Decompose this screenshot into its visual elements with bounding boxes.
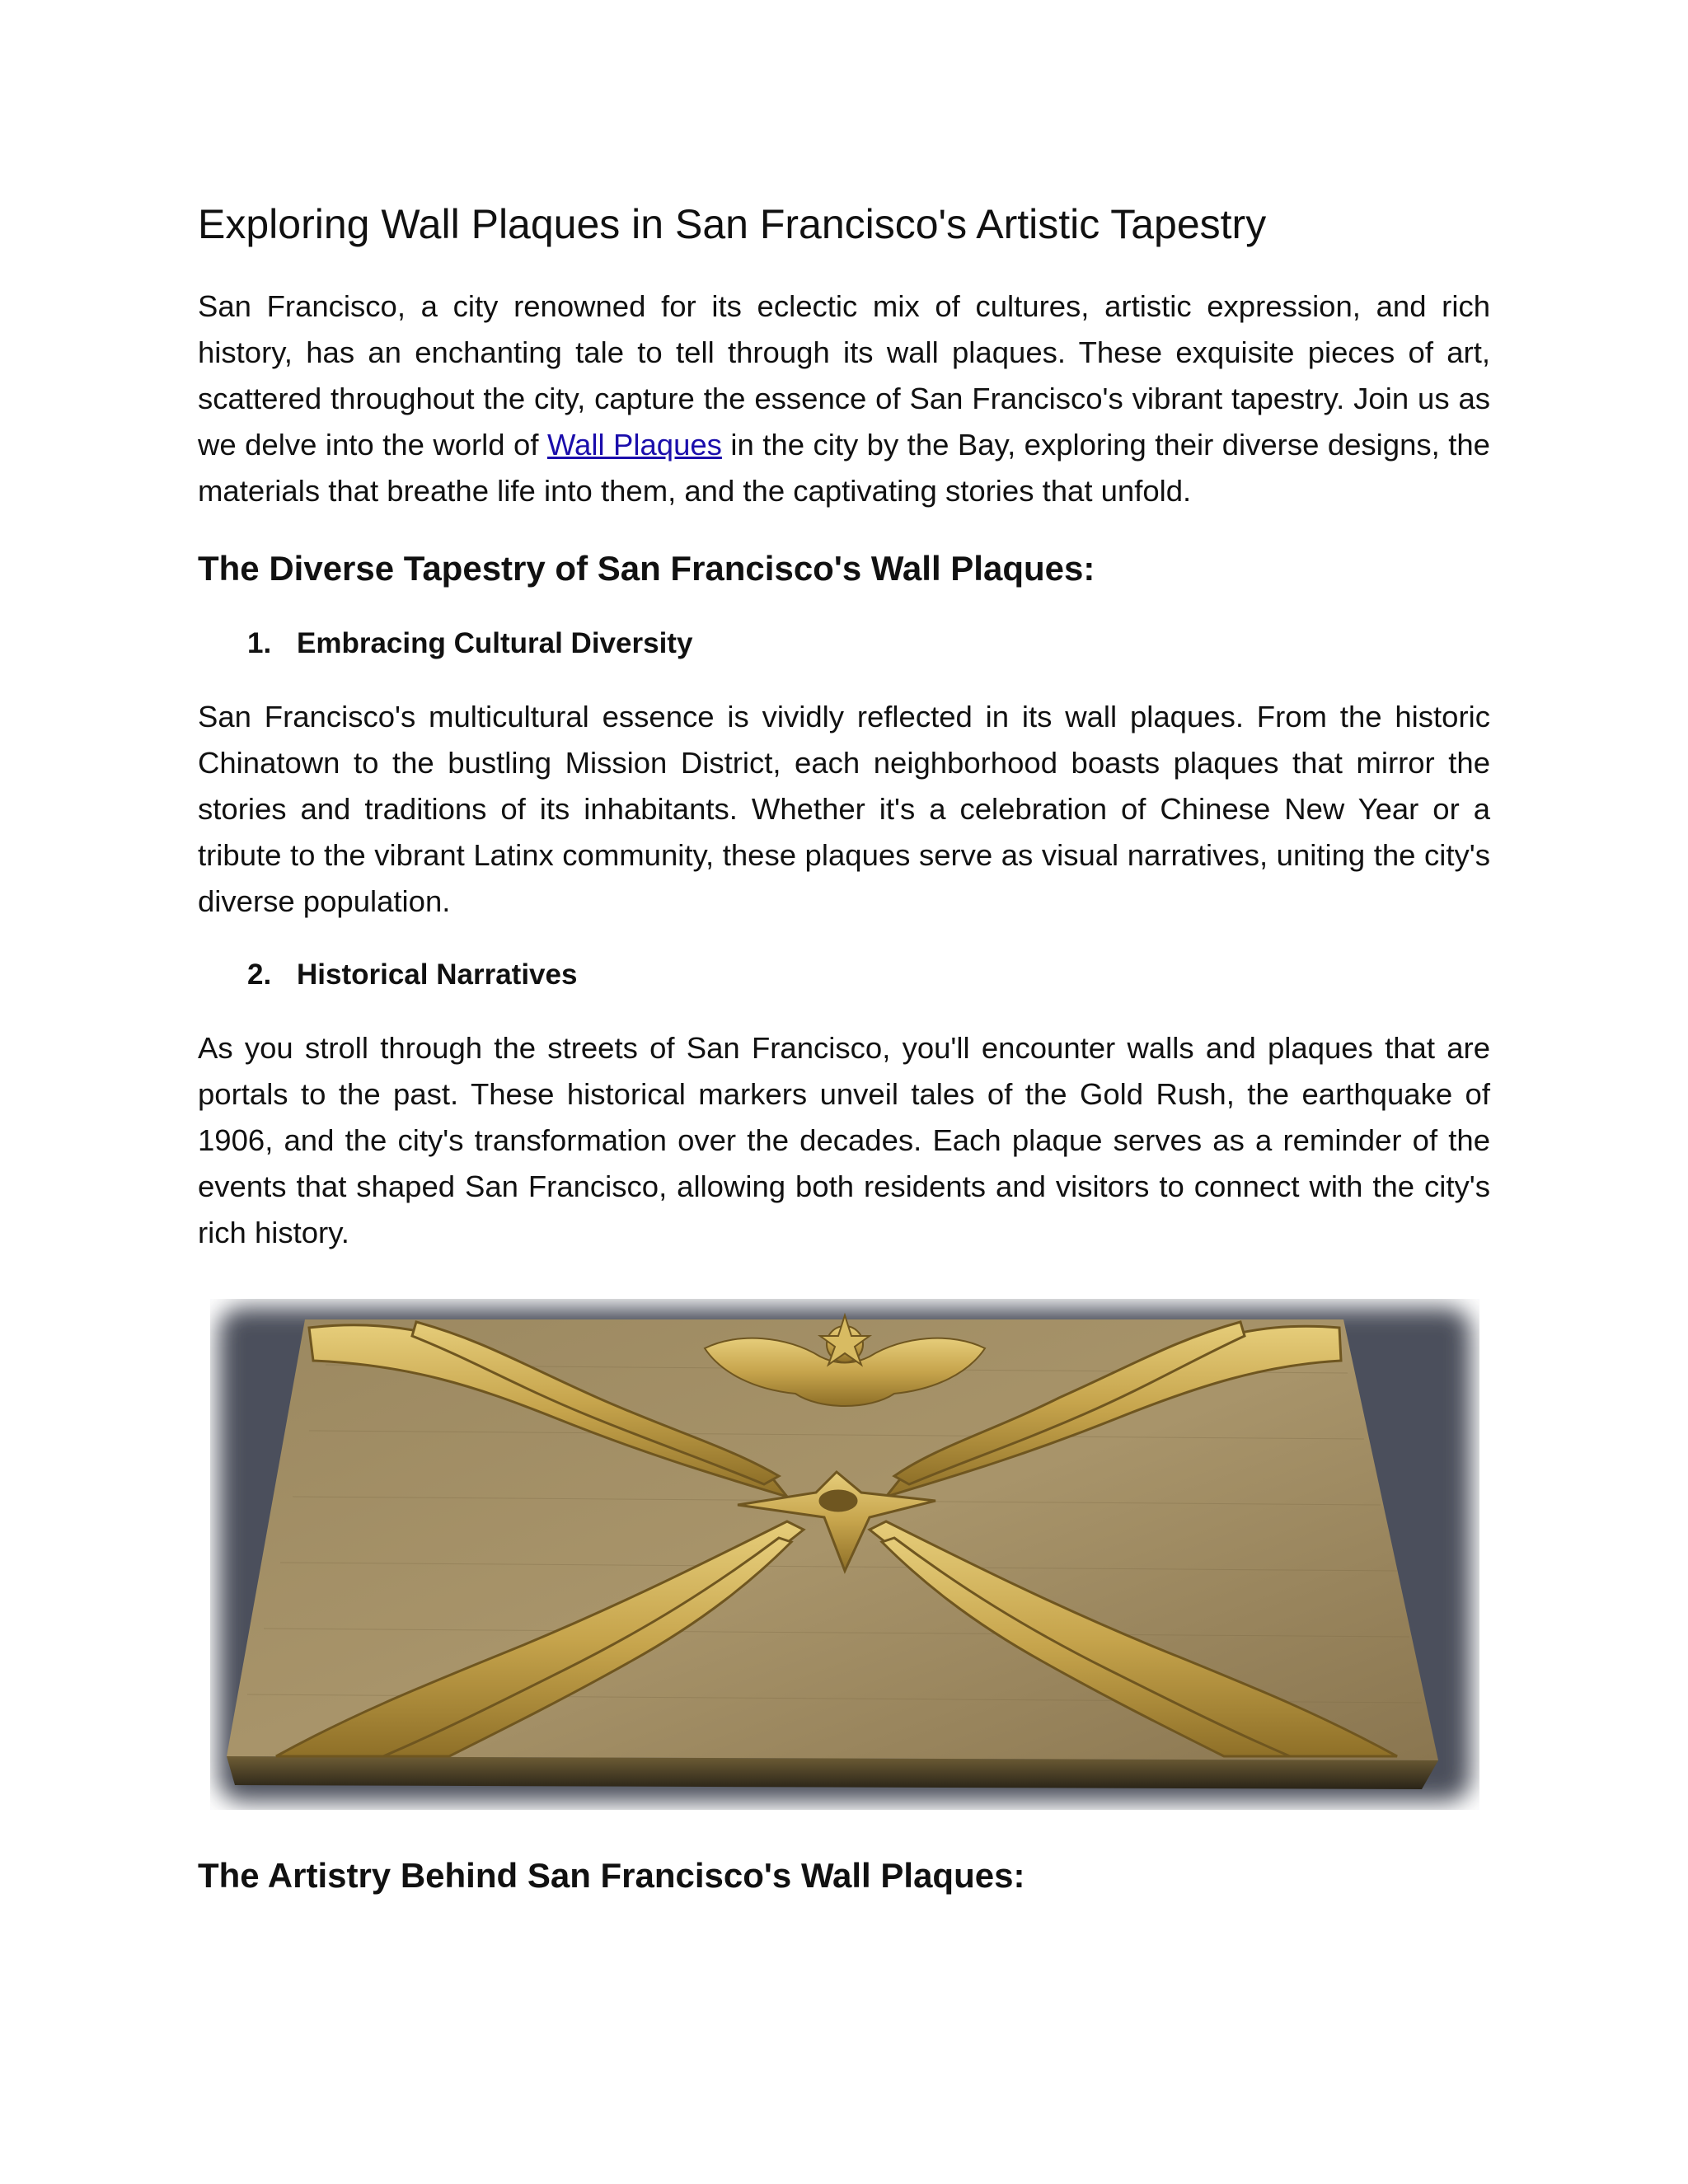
page-title: Exploring Wall Plaques in San Francisco's Artistic Tapestry [198,201,1267,247]
wall-plaque-photo [210,1299,1479,1810]
intro-paragraph [198,284,1490,514]
list-item-title: Embracing Cultural Diversity [297,627,693,659]
list-item-heading-historical-narratives [198,954,1490,996]
intro-text-end: in the city by the Bay, exploring their diverse designs, the materials that breathe life into them, and the captivating stories that unfold. [198,428,1490,508]
section-heading-diverse-tapestry: The Diverse Tapestry of San Francisco's Wall Plaques: [198,549,1095,588]
wall-plaques-link[interactable]: Wall Plaques [546,428,722,462]
list-item-title: Historical Narratives [297,958,578,991]
intro-text-start: San Francisco, a city renowned for its eclectic mix of cultures, artistic expression, and rich history, has an enchanting tale to tell through its wall plaques. These exquisite pieces of art, scattered throughout the city, capture the essence of San Francisco's vibrant tapestry. Join us as we delve into the world of [198,289,1490,462]
section-heading-artistry: The Artistry Behind San Francisco's Wall Plaques: [198,1856,1025,1895]
cultural-diversity-paragraph: San Francisco's multicultural essence is vividly reflected in its wall plaques. From the historic Chinatown to the bustling Mission District, each neighborhood boasts plaques that mirror the stories and traditions of its inhabitants. Whether it's a celebration of Chinese New Year or a tribute to the vibrant Latinx community, these plaques serve as visual narratives, uniting the city's diverse population. [198,700,1490,918]
list-number: 2. [247,958,272,991]
article-body [198,198,1490,1900]
plaque-illustration [210,1299,1479,1810]
historical-narratives-paragraph: As you stroll through the streets of San Francisco, you'll encounter walls and plaques that are portals to the past. These historical markers unveil tales of the Gold Rush, the earthquake of 1906, and the city's transformation over the decades. Each plaque serves as a reminder of the events that shaped San Francisco, allowing both residents and visitors to connect with the city's rich history. [198,1031,1490,1249]
list-number: 1. [247,627,272,659]
list-item-heading-cultural-diversity [198,623,1490,664]
